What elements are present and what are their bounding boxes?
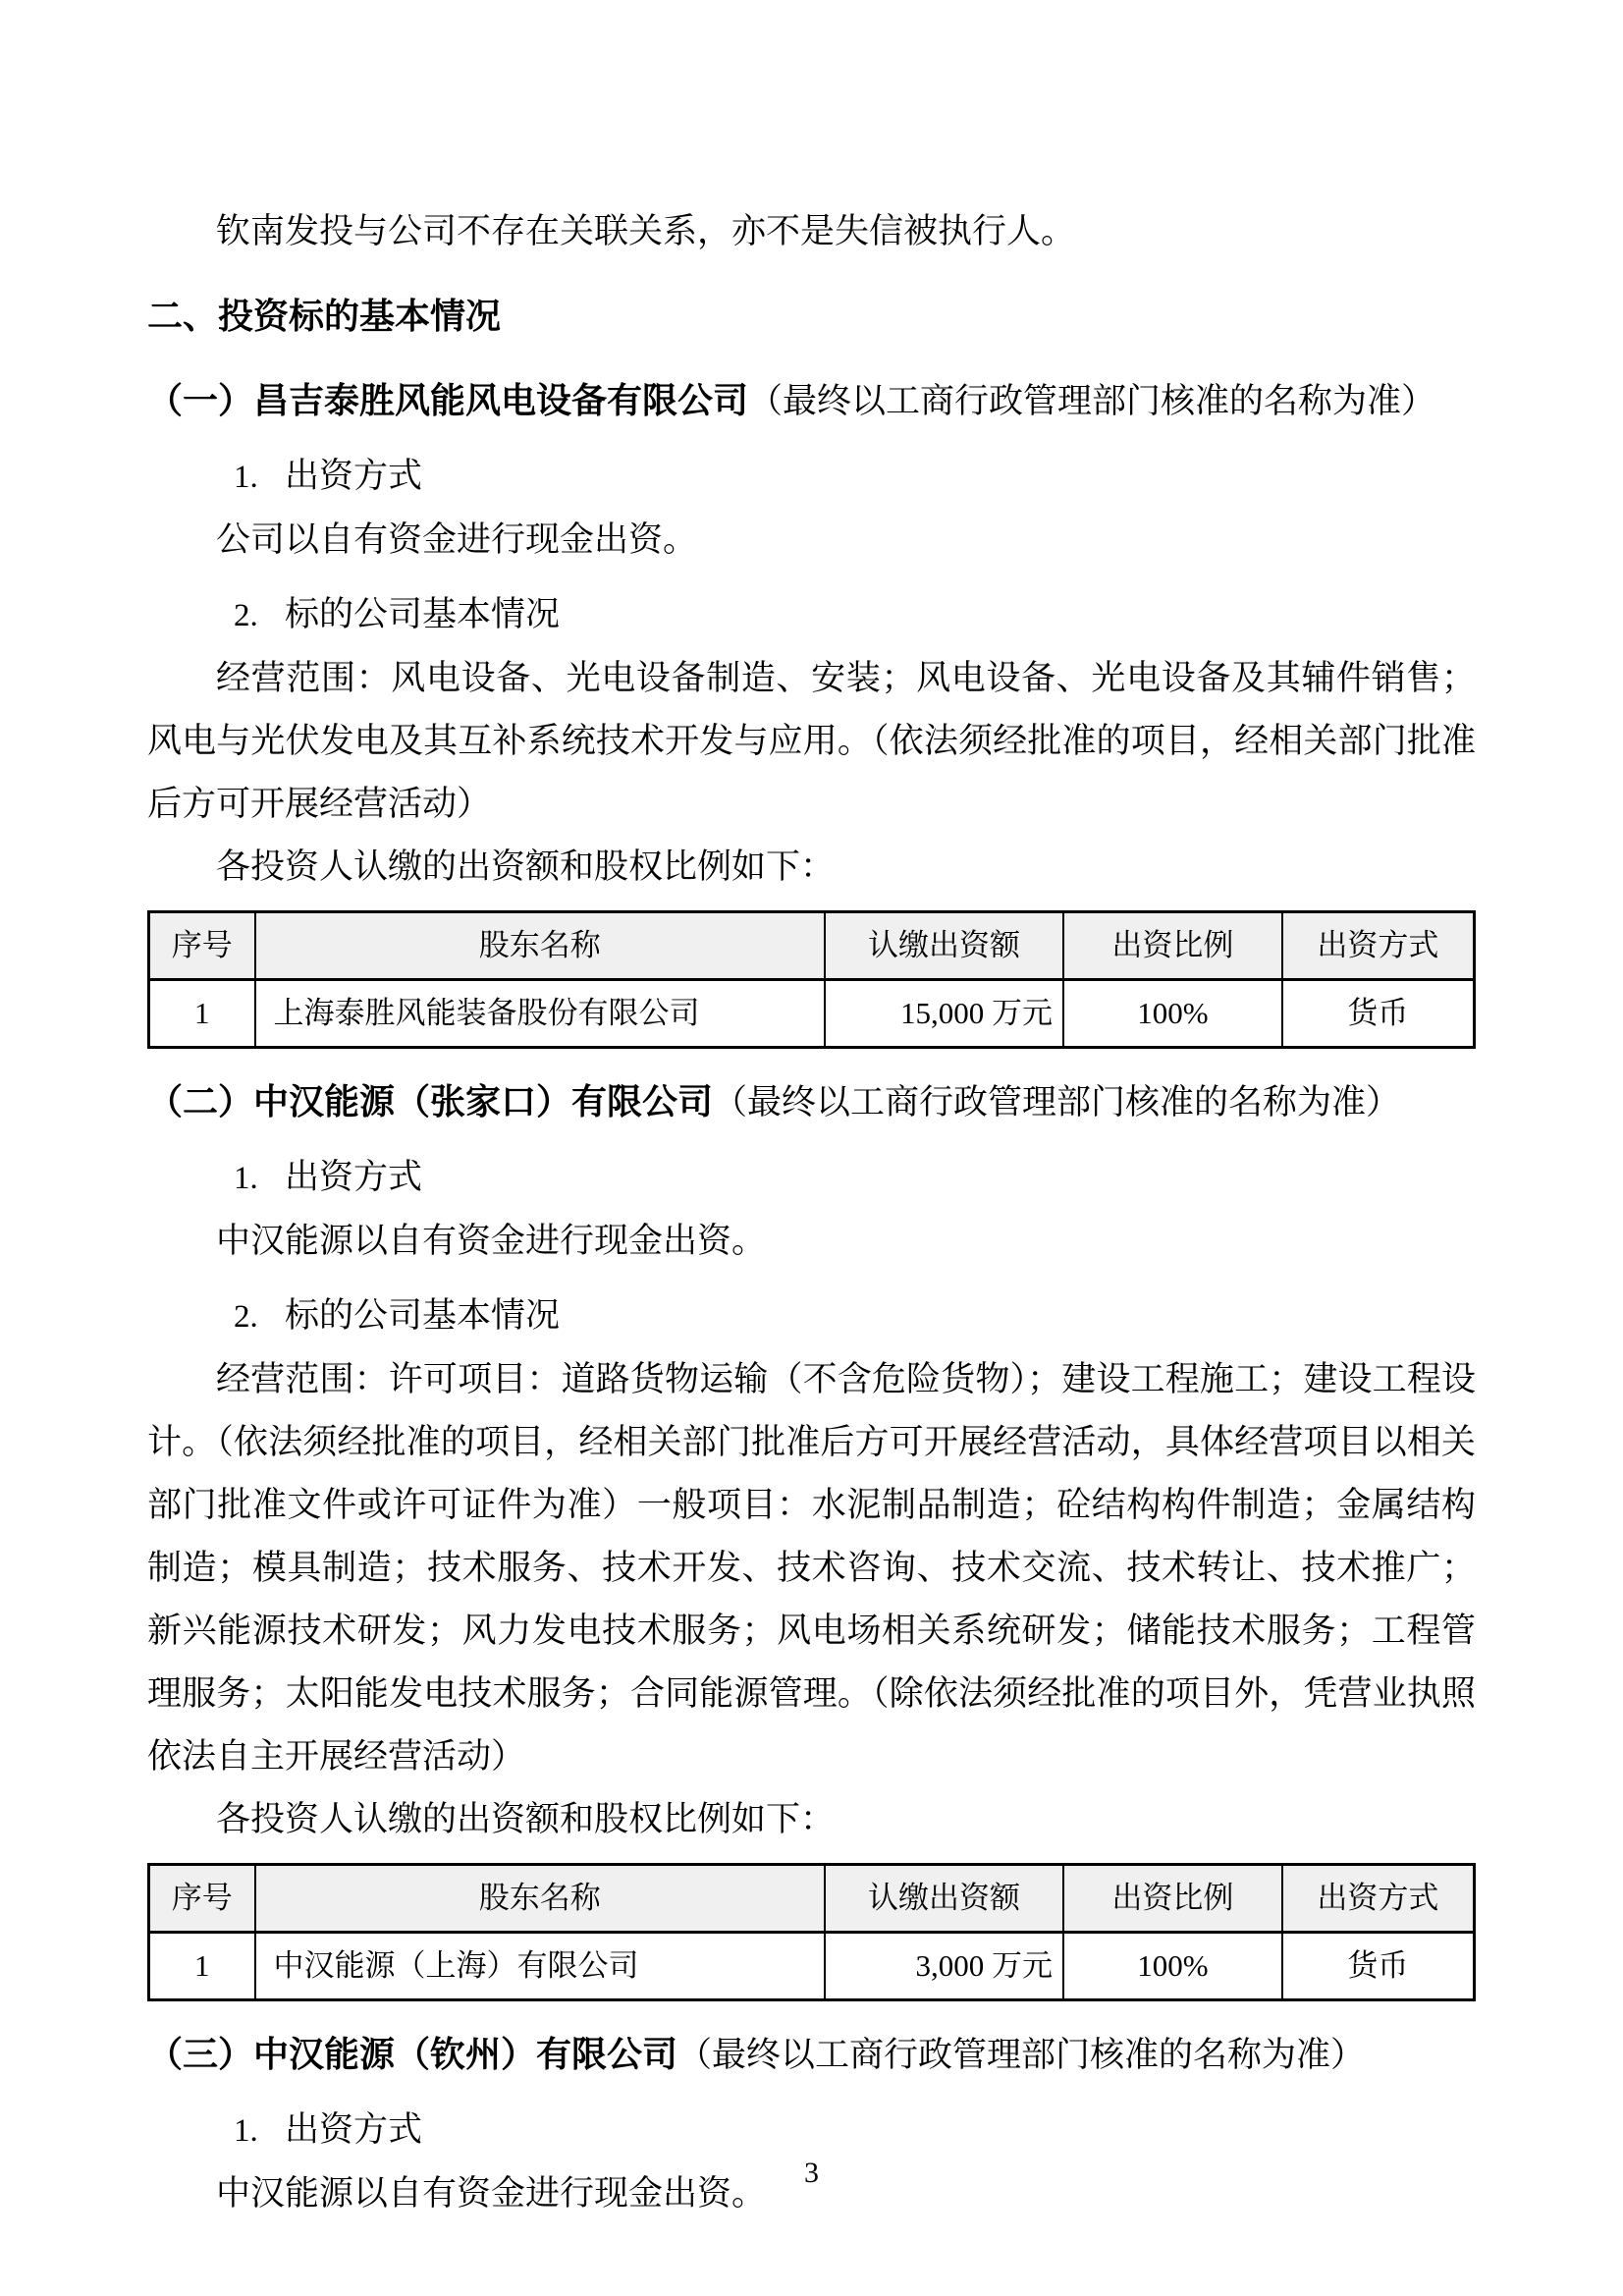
shareholder-table-2 [147,1863,1476,2001]
table-cell-method: 货币 [1282,1933,1475,2000]
list-item-number: 2. [234,1299,258,1335]
list-item-label: 出资方式 [285,2110,423,2149]
subsection-1-funding-paragraph: 公司以自有资金进行现金出资。 [216,520,698,559]
table-cell-amount: 3,000 万元 [825,1933,1063,2000]
table-header-cell: 认缴出资额 [825,912,1063,980]
shareholder-table-1 [147,910,1476,1049]
page-number: 3 [804,2157,819,2189]
subsection-2-item-1 [147,1146,1476,1210]
list-item-number: 1. [234,1161,258,1196]
table-cell-shareholder-name: 中汉能源（上海）有限公司 [255,1933,826,2000]
table-cell-index: 1 [149,980,255,1048]
subsection-3-note: （最终以工商行政管理部门核准的名称为准） [677,2036,1366,2074]
list-item-number: 1. [234,2113,258,2149]
table-header-cell: 出资比例 [1063,1865,1282,1933]
list-item-label: 出资方式 [285,1158,423,1196]
subsection-3-heading [147,2023,1476,2087]
subsection-1-item-1 [147,445,1476,509]
table-row [149,980,1475,1048]
list-item-label: 标的公司基本情况 [285,595,561,633]
subsection-2-note: （最终以工商行政管理部门核准的名称为准） [713,1083,1401,1121]
subsection-2-table-intro: 各投资人认缴的出资额和股权比例如下： [216,1800,836,1838]
list-item-label: 出资方式 [285,457,423,495]
table-header-cell: 出资方式 [1282,1865,1475,1933]
table-header-row [149,912,1475,980]
subsection-2-heading [147,1070,1476,1134]
subsection-3-title: （三）中汉能源（钦州）有限公司 [147,2035,678,2074]
table-header-cell: 股东名称 [255,912,826,980]
subsection-3-funding-paragraph: 中汉能源以自有资金进行现金出资。 [216,2174,767,2213]
subsection-2-funding-paragraph: 中汉能源以自有资金进行现金出资。 [216,1222,767,1260]
table-cell-shareholder-name: 上海泰胜风能装备股份有限公司 [255,980,826,1048]
section-heading: 二、投资标的基本情况 [147,297,502,336]
table-cell-method: 货币 [1282,980,1475,1048]
table-cell-amount: 15,000 万元 [825,980,1063,1048]
list-item-label: 标的公司基本情况 [285,1296,561,1335]
subsection-1-table-intro: 各投资人认缴的出资额和股权比例如下： [216,847,836,886]
table-cell-ratio: 100% [1063,1933,1282,2000]
list-item-number: 2. [234,598,258,633]
table-header-row [149,1865,1475,1933]
table-header-cell: 序号 [149,912,255,980]
table-cell-ratio: 100% [1063,980,1282,1048]
table-header-cell: 出资比例 [1063,912,1282,980]
subsection-2-title: （二）中汉能源（张家口）有限公司 [147,1082,714,1121]
subsection-3-item-1 [147,2099,1476,2162]
intro-paragraph: 钦南发投与公司不存在关联关系，亦不是失信被执行人。 [216,212,1076,250]
subsection-1-note: （最终以工商行政管理部门核准的名称为准） [748,382,1436,420]
table-row [149,1933,1475,2000]
subsection-1-heading [147,369,1476,433]
table-header-cell: 股东名称 [255,1865,826,1933]
list-item-number: 1. [234,460,258,495]
table-cell-index: 1 [149,1933,255,2000]
subsection-1-item-2 [147,583,1476,647]
table-header-cell: 序号 [149,1865,255,1933]
subsection-1-business-scope: 经营范围：风电设备、光电设备制造、安装；风电设备、光电设备及其辅件销售；风电与光伏发电及其互补系统技术开发与应用。（依法须经批准的项目，经相关部门批准后方可开展经营活动） [147,659,1476,823]
table-header-cell: 出资方式 [1282,912,1475,980]
subsection-2-business-scope: 经营范围：许可项目：道路货物运输（不含危险货物）；建设工程施工；建设工程设计。（依法须经批准的项目，经相关部门批准后方可开展经营活动，具体经营项目以相关部门批准文件或许可证件为准）一般项目：水泥制品制造；砼结构构件制造；金属结构制造；模具制造；技术服务、技术开发、技术咨询、技术交流、技术转让、技术推广；新兴能源技术研发；风力发电技术服务；风电场相关系统研发；储能技术服务；工程管理服务；太阳能发电技术服务；合同能源管理。（除依法须经批准的项目外，凭营业执照依法自主开展经营活动） [147,1360,1476,1776]
subsection-2-item-2 [147,1285,1476,1348]
table-header-cell: 认缴出资额 [825,1865,1063,1933]
subsection-1-title: （一）昌吉泰胜风能风电设备有限公司 [147,381,749,420]
